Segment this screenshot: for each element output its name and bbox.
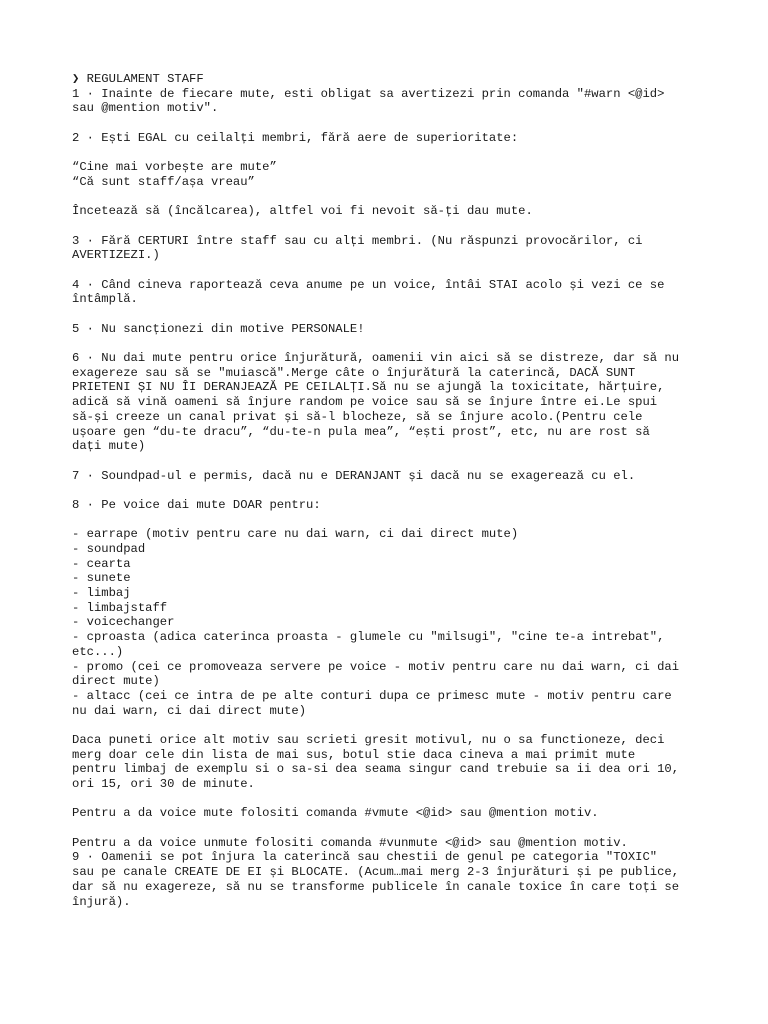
paragraph: [72, 278, 712, 307]
text-line: înjură).: [72, 894, 131, 909]
text-line: sau @mention motiv".: [72, 101, 219, 116]
text-line: PRIETENI ȘI NU ÎI DERANJEAZĂ PE CEILALȚI.Să nu se ajungă la toxicitate, hărțuire,: [72, 380, 665, 395]
paragraph-gap: [72, 116, 712, 131]
text-line: - limbaj: [72, 586, 131, 601]
text-line: - earrape (motiv pentru care nu dai warn, ci dai direct mute): [72, 527, 519, 542]
text-line: Pentru a da voice mute folositi comanda #vmute <@id> sau @mention motiv.: [72, 806, 599, 821]
text-line: 3 · Fără CERTURI între staff sau cu alți membri. (Nu răspunzi provocărilor, ci: [72, 233, 643, 248]
text-line: AVERTIZEZI.): [72, 248, 160, 263]
text-line: exagereze sau să se "muiască".Merge câte o înjurătură la caterincă, DACĂ SUNT: [72, 365, 636, 380]
text-line: întâmplă.: [72, 292, 138, 307]
paragraph: [72, 498, 712, 513]
paragraph-gap: [72, 513, 712, 528]
text-line: dar să nu exagereze, să nu se transforme publicele în canale toxice în care toți se: [72, 879, 680, 894]
document-body: [72, 72, 712, 909]
paragraph: [72, 131, 712, 146]
text-line: - sunete: [72, 571, 131, 586]
text-line: - voicechanger: [72, 615, 175, 630]
paragraph-gap: [72, 821, 712, 836]
text-line: 9 · Oamenii se pot înjura la caterincă sau chestii de genul pe categoria "TOXIC": [72, 850, 658, 865]
text-line: - promo (cei ce promoveaza servere pe voice - motiv pentru care nu dai warn, ci dai: [72, 659, 680, 674]
text-line: 8 · Pe voice dai mute DOAR pentru:: [72, 497, 321, 512]
text-line: 6 · Nu dai mute pentru orice înjurătură, oamenii vin aici să se distreze, dar să nu: [72, 351, 680, 366]
paragraph: [72, 72, 712, 116]
text-line: - cearta: [72, 556, 131, 571]
text-line: Pentru a da voice unmute folositi comanda #vunmute <@id> sau @mention motiv.: [72, 835, 628, 850]
text-line: ușoare gen “du-te dracu”, “du-te-n pula mea”, “ești prost”, etc, nu are rost să: [72, 424, 650, 439]
paragraph: [72, 160, 712, 189]
paragraph: [72, 469, 712, 484]
text-line: Încetează să (încălcarea), altfel voi fi nevoit să-ți dau mute.: [72, 204, 533, 219]
text-line: pentru limbaj de exemplu si o sa-si dea seama singur cand trebuie sa ii dea ori 10,: [72, 762, 680, 777]
text-line: nu dai warn, ci dai direct mute): [72, 703, 307, 718]
text-line: 2 · Ești EGAL cu ceilalți membri, fără aere de superioritate:: [72, 130, 519, 145]
text-line: merg doar cele din lista de mai sus, botul stie daca cineva a mai primit mute: [72, 747, 636, 762]
text-line: adică să vină oameni să înjure random pe voice sau să se înjure între ei.Le spui: [72, 395, 658, 410]
text-line: 4 · Când cineva raportează ceva anume pe un voice, întâi STAI acolo și vezi ce se: [72, 277, 665, 292]
text-line: dați mute): [72, 439, 146, 454]
paragraph: [72, 204, 712, 219]
paragraph-gap: [72, 219, 712, 234]
paragraph-gap: [72, 145, 712, 160]
text-line: 5 · Nu sancționezi din motive PERSONALE!: [72, 321, 365, 336]
paragraph: [72, 733, 712, 792]
paragraph-gap: [72, 454, 712, 469]
text-line: “Că sunt staff/așa vreau”: [72, 174, 255, 189]
paragraph: [72, 234, 712, 263]
text-line: 7 · Soundpad-ul e permis, dacă nu e DERANJANT și dacă nu se exagerează cu el.: [72, 468, 636, 483]
text-line: direct mute): [72, 674, 160, 689]
text-line: etc...): [72, 644, 124, 659]
text-line: să-și creeze un canal privat și să-l blocheze, să se înjure acolo.(Pentru cele: [72, 409, 643, 424]
text-line: ori 15, ori 30 de minute.: [72, 777, 255, 791]
paragraph-gap: [72, 718, 712, 733]
text-line: Daca puneti orice alt motiv sau scrieti gresit motivul, nu o sa functioneze, deci: [72, 732, 665, 747]
paragraph-gap: [72, 336, 712, 351]
paragraph-gap: [72, 483, 712, 498]
text-line: - soundpad: [72, 542, 146, 556]
paragraph: [72, 322, 712, 337]
paragraph: [72, 836, 712, 909]
text-line: - cproasta (adica caterinca proasta - glumele cu "milsugi", "cine te-a intrebat",: [72, 630, 665, 645]
text-line: - limbajstaff: [72, 600, 168, 615]
paragraph: [72, 806, 712, 821]
paragraph-gap: [72, 263, 712, 278]
text-line: ❯ REGULAMENT STAFF: [72, 72, 204, 86]
text-line: - altacc (cei ce intra de pe alte conturi dupa ce primesc mute - motiv pentru care: [72, 688, 672, 703]
paragraph-gap: [72, 792, 712, 807]
text-line: 1 · Inainte de fiecare mute, esti obligat sa avertizezi prin comanda "#warn <@id>: [72, 86, 665, 101]
paragraph-gap: [72, 190, 712, 205]
text-line: “Cine mai vorbește are mute”: [72, 160, 277, 175]
text-line: sau pe canale CREATE DE EI și BLOCATE. (Acum…mai merg 2-3 înjurături și pe publice,: [72, 865, 680, 880]
paragraph-gap: [72, 307, 712, 322]
paragraph: [72, 351, 712, 454]
paragraph: [72, 527, 712, 718]
